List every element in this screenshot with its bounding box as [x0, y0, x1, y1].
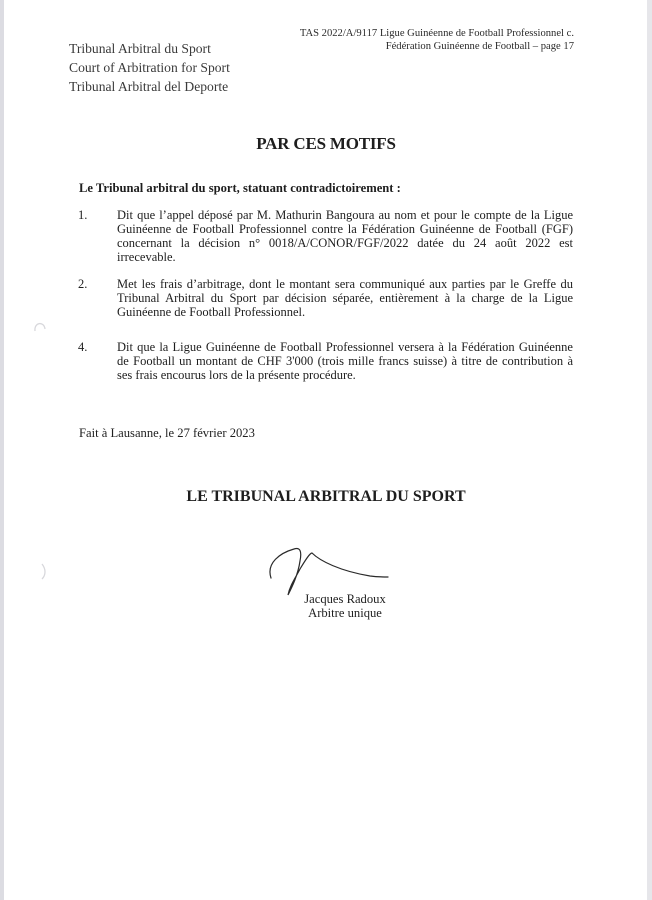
signer-role: Arbitre unique — [308, 606, 382, 620]
organization-name — [69, 39, 230, 96]
item-text: Dit que l’appel déposé par M. Mathurin Bangoura au nom et pour le compte de la Ligue Guinéenne de Football Professionnel contre la Fédération Guinéenne de Football (FGF) concernant la décision n° 0018/A/CONOR/FGF/2022 datée du 24 août 2022 est irrecevable. — [117, 208, 573, 264]
signature-title: LE TRIBUNAL ARBITRAL DU SPORT — [186, 488, 466, 505]
section-title: PAR CES MOTIFS — [256, 134, 396, 153]
item-number: 1. — [78, 208, 88, 222]
item-text: Dit que la Ligue Guinéenne de Football Professionnel versera à la Fédération Guinéenne de Football un montant de CHF 3'000 (trois mille francs suisse) à titre de contribution à ses frais encourus lors de la présente procédure. — [117, 340, 573, 382]
org-line-en: Court of Arbitration for Sport — [69, 60, 230, 75]
place-and-date: Fait à Lausanne, le 27 février 2023 — [79, 426, 255, 440]
case-reference-line-2: Fédération Guinéenne de Football – page 17 — [385, 41, 574, 52]
case-reference — [300, 27, 574, 53]
item-number: 4. — [78, 340, 88, 354]
org-line-fr: Tribunal Arbitral du Sport — [69, 41, 211, 56]
intro-statement: Le Tribunal arbitral du sport, statuant contradictoirement : — [79, 181, 401, 195]
item-number: 2. — [78, 277, 88, 291]
signer-name: Jacques Radoux — [304, 592, 386, 606]
case-reference-line-1: TAS 2022/A/9117 Ligue Guinéenne de Football Professionnel c. — [299, 28, 574, 39]
punch-hole-mark — [30, 561, 50, 581]
punch-hole-mark — [30, 316, 50, 336]
item-text: Met les frais d’arbitrage, dont le montant sera communiqué aux parties par le Greffe du Tribunal Arbitral du Sport par décision séparée, entièrement à la charge de la Ligue Guinéenne de Football Professionnel. — [117, 277, 573, 319]
org-line-es: Tribunal Arbitral del Deporte — [69, 79, 229, 94]
